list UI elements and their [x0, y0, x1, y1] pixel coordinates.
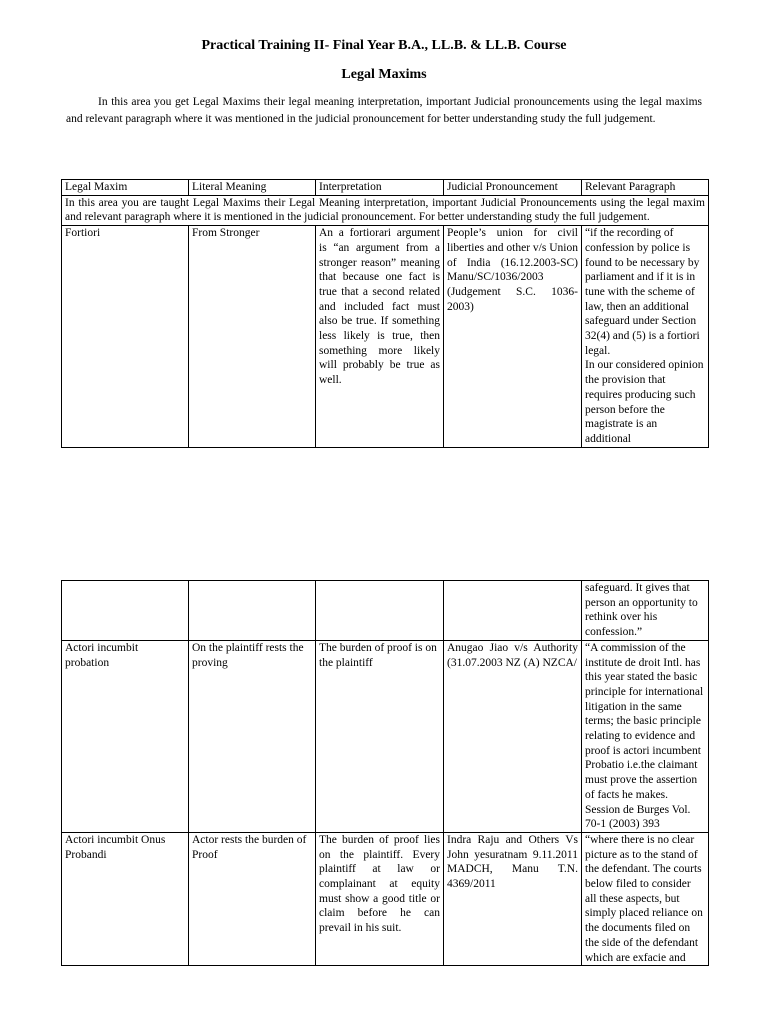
cell-pronouncement: Anugao Jiao v/s Authority (31.07.2003 NZ (A) NZCA/: [444, 640, 582, 832]
cell-interpretation: An a fortiorari argument is “an argument from a stronger reason” meaning that because one fact is true that a second related and included fact must also be true. If something less likely is true, then something more likely will probably be true as well.: [316, 226, 444, 448]
header-literal-meaning: Literal Meaning: [189, 180, 316, 196]
cell-interpretation: The burden of proof lies on the plaintiff. Every plaintiff at law or complainant at equity must show a good title or claim before he can prevail in his suit.: [316, 832, 444, 965]
table-note: In this area you are taught Legal Maxims their Legal Meaning interpretation, important Judicial Pronouncements using the legal maxim and relevant paragraph where it is mentioned in the judicial pronouncement. For better understanding study the full judgement.: [62, 195, 709, 225]
table-row: [62, 581, 709, 641]
cell-paragraph: safeguard. It gives that person an opportunity to rethink over his confession.”: [582, 581, 709, 641]
table-row: [62, 832, 709, 965]
table-row: [62, 640, 709, 832]
cell-literal: Actor rests the burden of Proof: [189, 832, 316, 965]
cell-interpretation: The burden of proof is on the plaintiff: [316, 640, 444, 832]
cell-literal: From Stronger: [189, 226, 316, 448]
header-legal-maxim: Legal Maxim: [62, 180, 189, 196]
cell-paragraph: “if the recording of confession by police is found to be necessary by parliament and if it is in tune with the scheme of law, then an additional safeguard under Section 32(4) and (5) is a fortiori legal. In our considered opinion the provision that requires producing such person before the magistrate is an additional: [582, 226, 709, 448]
cell-pronouncement: [444, 581, 582, 641]
maxims-table-continued: [61, 580, 709, 966]
header-relevant-paragraph: Relevant Paragraph: [582, 180, 709, 196]
maxims-table: [61, 179, 709, 448]
document-subtitle: Legal Maxims: [341, 67, 427, 82]
header-interpretation: Interpretation: [316, 180, 444, 196]
table-header-row: [62, 180, 709, 196]
cell-maxim: Fortiori: [62, 226, 189, 448]
table-note-row: [62, 195, 709, 225]
cell-paragraph: “where there is no clear picture as to the stand of the defendant. The courts below filed to consider all these aspects, but simply placed reliance on the documents filed on the side of the defendant which are exfacie and: [582, 832, 709, 965]
table-row: [62, 226, 709, 448]
cell-literal: On the plaintiff rests the proving: [189, 640, 316, 832]
cell-pronouncement: Indra Raju and Others Vs John yesuratnam 9.11.2011 MADCH, Manu T.N. 4369/2011: [444, 832, 582, 965]
document-title: Practical Training II- Final Year B.A., LL.B. & LL.B. Course: [201, 38, 567, 53]
cell-maxim: [62, 581, 189, 641]
cell-maxim: Actori incumbit probation: [62, 640, 189, 832]
cell-interpretation: [316, 581, 444, 641]
cell-literal: [189, 581, 316, 641]
header-judicial-pronouncement: Judicial Pronouncement: [444, 180, 582, 196]
cell-maxim: Actori incumbit Onus Probandi: [62, 832, 189, 965]
cell-pronouncement: People’s union for civil liberties and other v/s Union of India (16.12.2003-SC) Manu/SC/1036/2003 (Judgement S.C. 1036-2003): [444, 226, 582, 448]
cell-paragraph: “A commission of the institute de droit Intl. has this year stated the basic principle for international litigation in the same terms; the basic principle relating to evidence and proof is actori incumbent Probatio i.e.the claimant must prove the assertion of facts he makes. Session de Burges Vol. 70-1 (2003) 393: [582, 640, 709, 832]
intro-paragraph: In this area you get Legal Maxims their legal meaning interpretation, important Judicial pronouncements using the legal maxims and relevant paragraph where it was mentioned in the judicial pronouncement for better understanding study the full judgement.: [66, 96, 702, 125]
